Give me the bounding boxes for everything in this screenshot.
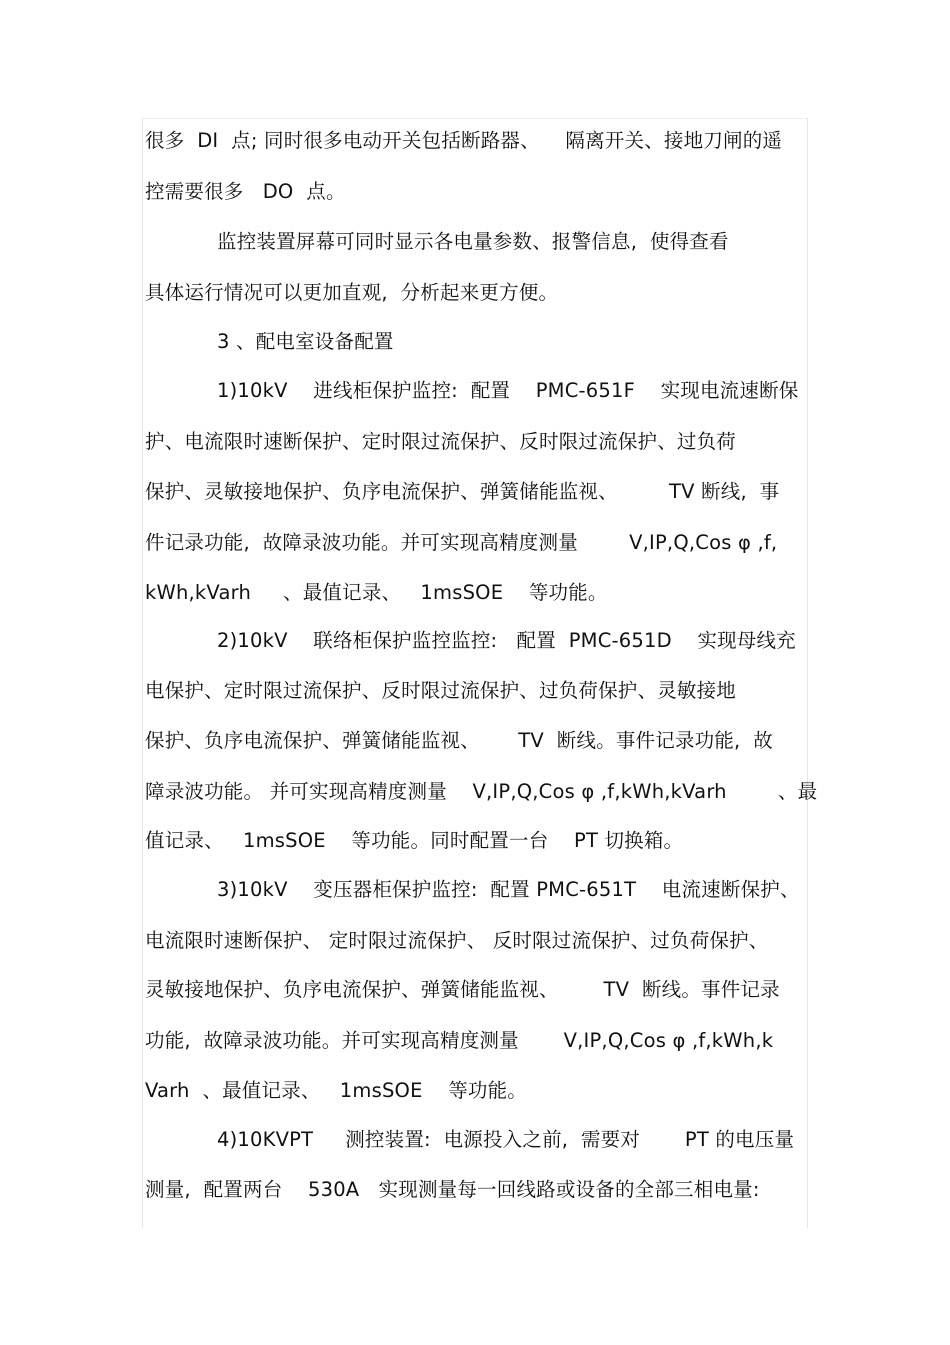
text-line: 电保护、定时限过流保护、反时限过流保护、过负荷保护、灵敏接地	[145, 679, 737, 702]
text-line: 保护、灵敏接地保护、负序电流保护、弹簧储能监视、 TV 断线, 事	[145, 480, 780, 503]
text-line: 控需要很多 DO 点。	[145, 180, 346, 203]
paragraph-first-line: 1)10kV 进线柜保护监控: 配置 PMC-651F 实现电流速断保	[217, 379, 799, 402]
text-line: 很多 DI 点; 同时很多电动开关包括断路器、 隔离开关、接地刀闸的遥	[145, 129, 783, 152]
text-line: 保护、负序电流保护、弹簧储能监视、 TV 断线。事件记录功能, 故	[145, 729, 773, 752]
text-line: 件记录功能, 故障录波功能。并可实现高精度测量 V,IP,Q,Cos φ ,f,	[145, 531, 778, 554]
text-line: 功能, 故障录波功能。并可实现高精度测量 V,IP,Q,Cos φ ,f,kWh,k	[145, 1029, 774, 1052]
text-line: 灵敏接地保护、负序电流保护、弹簧储能监视、 TV 断线。事件记录	[145, 978, 780, 1001]
text-line: 具体运行情况可以更加直观, 分析起来更方便。	[145, 281, 559, 304]
text-line: 值记录、 1msSOE 等功能。同时配置一台 PT 切换箱。	[145, 829, 684, 852]
text-line: Varh 、最值记录、 1msSOE 等功能。	[145, 1079, 528, 1102]
paragraph-first-line: 4)10KVPT 测控装置: 电源投入之前, 需要对 PT 的电压量	[217, 1128, 795, 1151]
paragraph-first-line: 监控装置屏幕可同时显示各电量参数、报警信息, 使得查看	[217, 230, 729, 253]
paragraph-first-line: 2)10kV 联络柜保护监控监控: 配置 PMC-651D 实现母线充	[217, 629, 796, 652]
text-line: kWh,kVarh 、最值记录、 1msSOE 等功能。	[145, 581, 608, 604]
text-line: 电流限时速断保护、 定时限过流保护、 反时限过流保护、过负荷保护、	[145, 929, 769, 952]
text-line: 护、电流限时速断保护、定时限过流保护、反时限过流保护、过负荷	[145, 430, 737, 453]
text-line: 障录波功能。 并可实现高精度测量 V,IP,Q,Cos φ ,f,kWh,kVarh 、最	[145, 780, 818, 803]
text-line: 测量, 配置两台 530A 实现测量每一回线路或设备的全部三相电量:	[145, 1178, 760, 1201]
paragraph-first-line: 3)10kV 变压器柜保护监控: 配置 PMC-651T 电流速断保护、	[217, 878, 800, 901]
section-heading: 3 、配电室设备配置	[217, 330, 394, 353]
